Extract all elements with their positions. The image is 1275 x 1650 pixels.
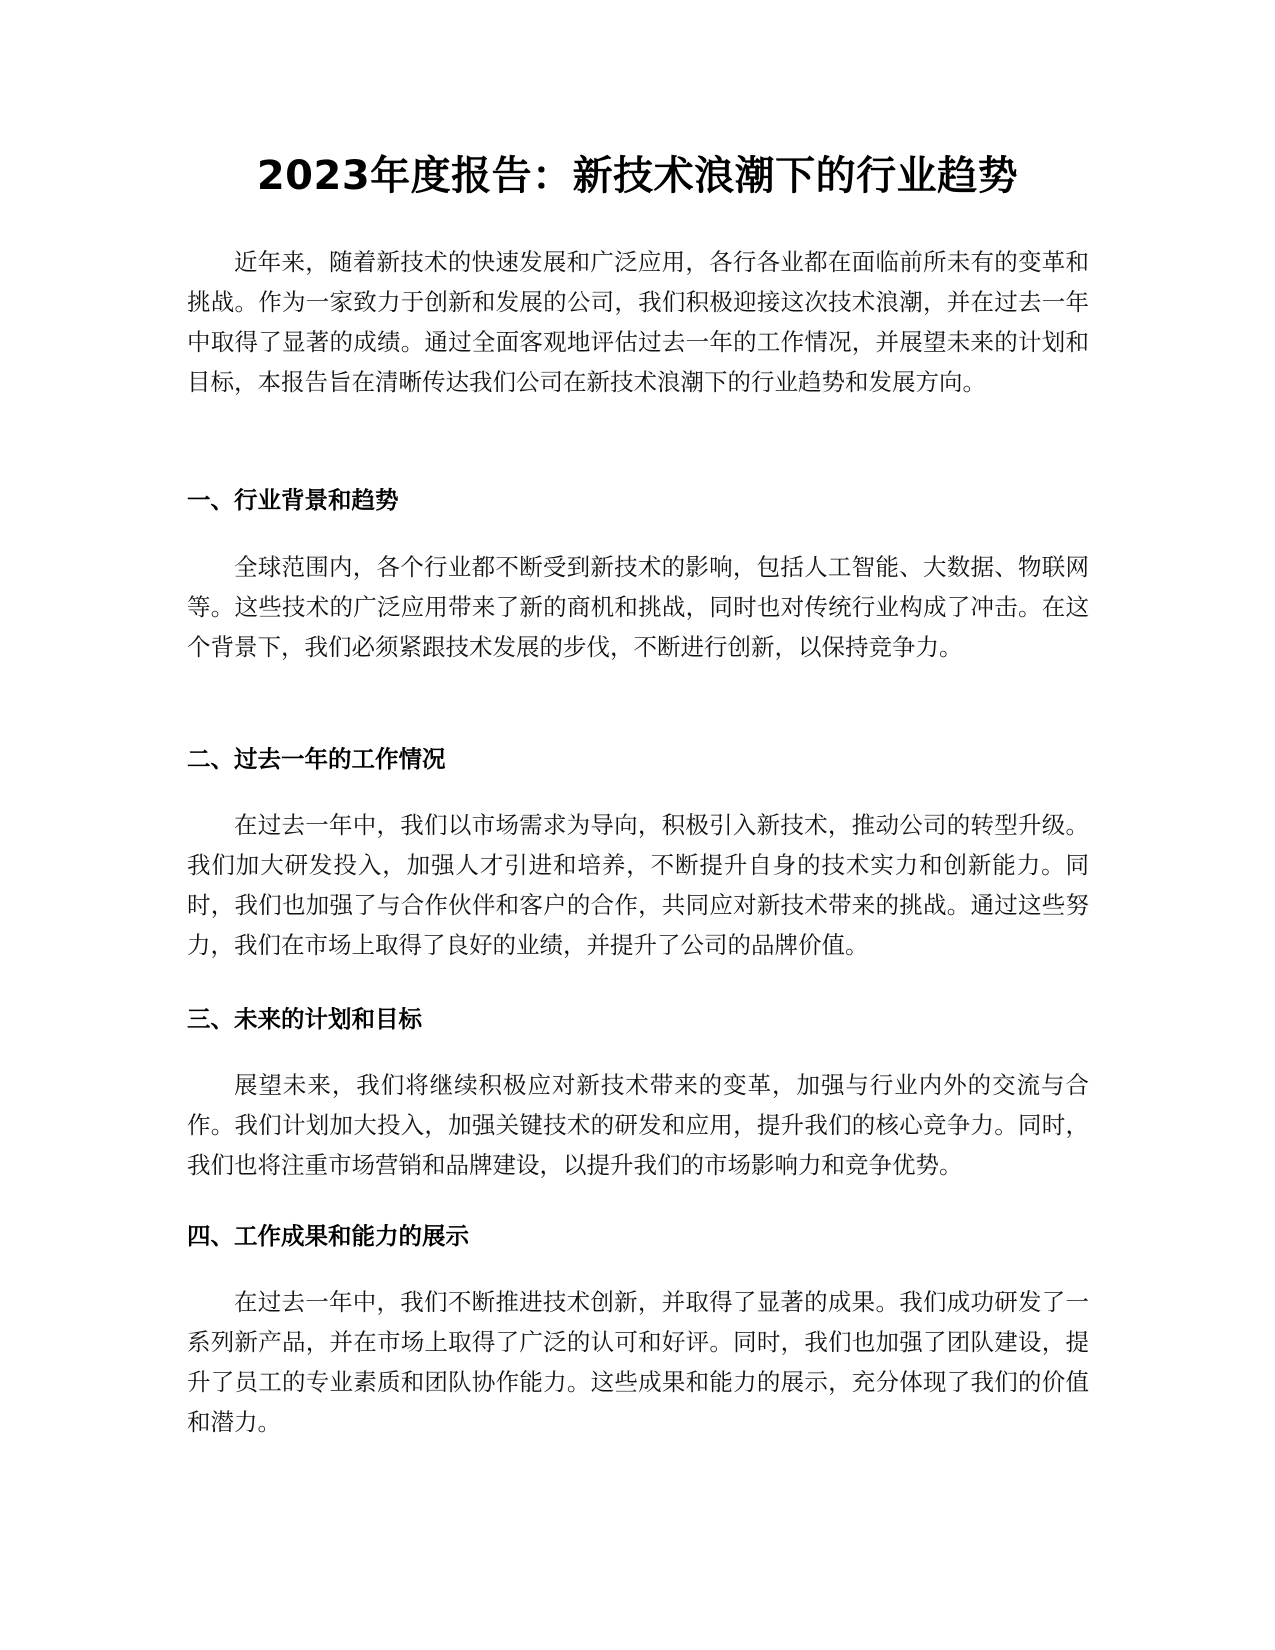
section-heading-future-plans: 三、未来的计划和目标 (187, 1005, 422, 1033)
section-paragraph-achievements: 在过去一年中，我们不断推进技术创新，并取得了显著的成果。我们成功研发了一系列新产品，并在市场上取得了广泛的认可和好评。同时，我们也加强了团队建设，提升了员工的专业素质和团队协作能力。这些成果和能力的展示，充分体现了我们的价值和潜力。 (187, 1288, 1089, 1436)
document-title: 2023年度报告：新技术浪潮下的行业趋势 (256, 153, 1019, 199)
section-paragraph-future-plans: 展望未来，我们将继续积极应对新技术带来的变革，加强与行业内外的交流与合作。我们计划加大投入，加强关键技术的研发和应用，提升我们的核心竞争力。同时，我们也将注重市场营销和品牌建设，以提升我们的市场影响力和竞争优势。 (187, 1071, 1089, 1179)
section-heading-industry-background: 一、行业背景和趋势 (187, 486, 399, 514)
intro-paragraph: 近年来，随着新技术的快速发展和广泛应用，各行各业都在面临前所未有的变革和挑战。作为一家致力于创新和发展的公司，我们积极迎接这次技术浪潮，并在过去一年中取得了显著的成绩。通过全面客观地评估过去一年的工作情况，并展望未来的计划和目标，本报告旨在清晰传达我们公司在新技术浪潮下的行业趋势和发展方向。 (187, 248, 1089, 396)
section-heading-achievements: 四、工作成果和能力的展示 (187, 1222, 469, 1250)
section-heading-past-year-work: 二、过去一年的工作情况 (187, 745, 446, 773)
section-paragraph-industry-background: 全球范围内，各个行业都不断受到新技术的影响，包括人工智能、大数据、物联网等。这些技术的广泛应用带来了新的商机和挑战，同时也对传统行业构成了冲击。在这个背景下，我们必须紧跟技术发展的步伐，不断进行创新，以保持竞争力。 (187, 553, 1089, 661)
section-paragraph-past-year-work: 在过去一年中，我们以市场需求为导向，积极引入新技术，推动公司的转型升级。我们加大研发投入，加强人才引进和培养，不断提升自身的技术实力和创新能力。同时，我们也加强了与合作伙伴和客户的合作，共同应对新技术带来的挑战。通过这些努力，我们在市场上取得了良好的业绩，并提升了公司的品牌价值。 (187, 811, 1089, 959)
